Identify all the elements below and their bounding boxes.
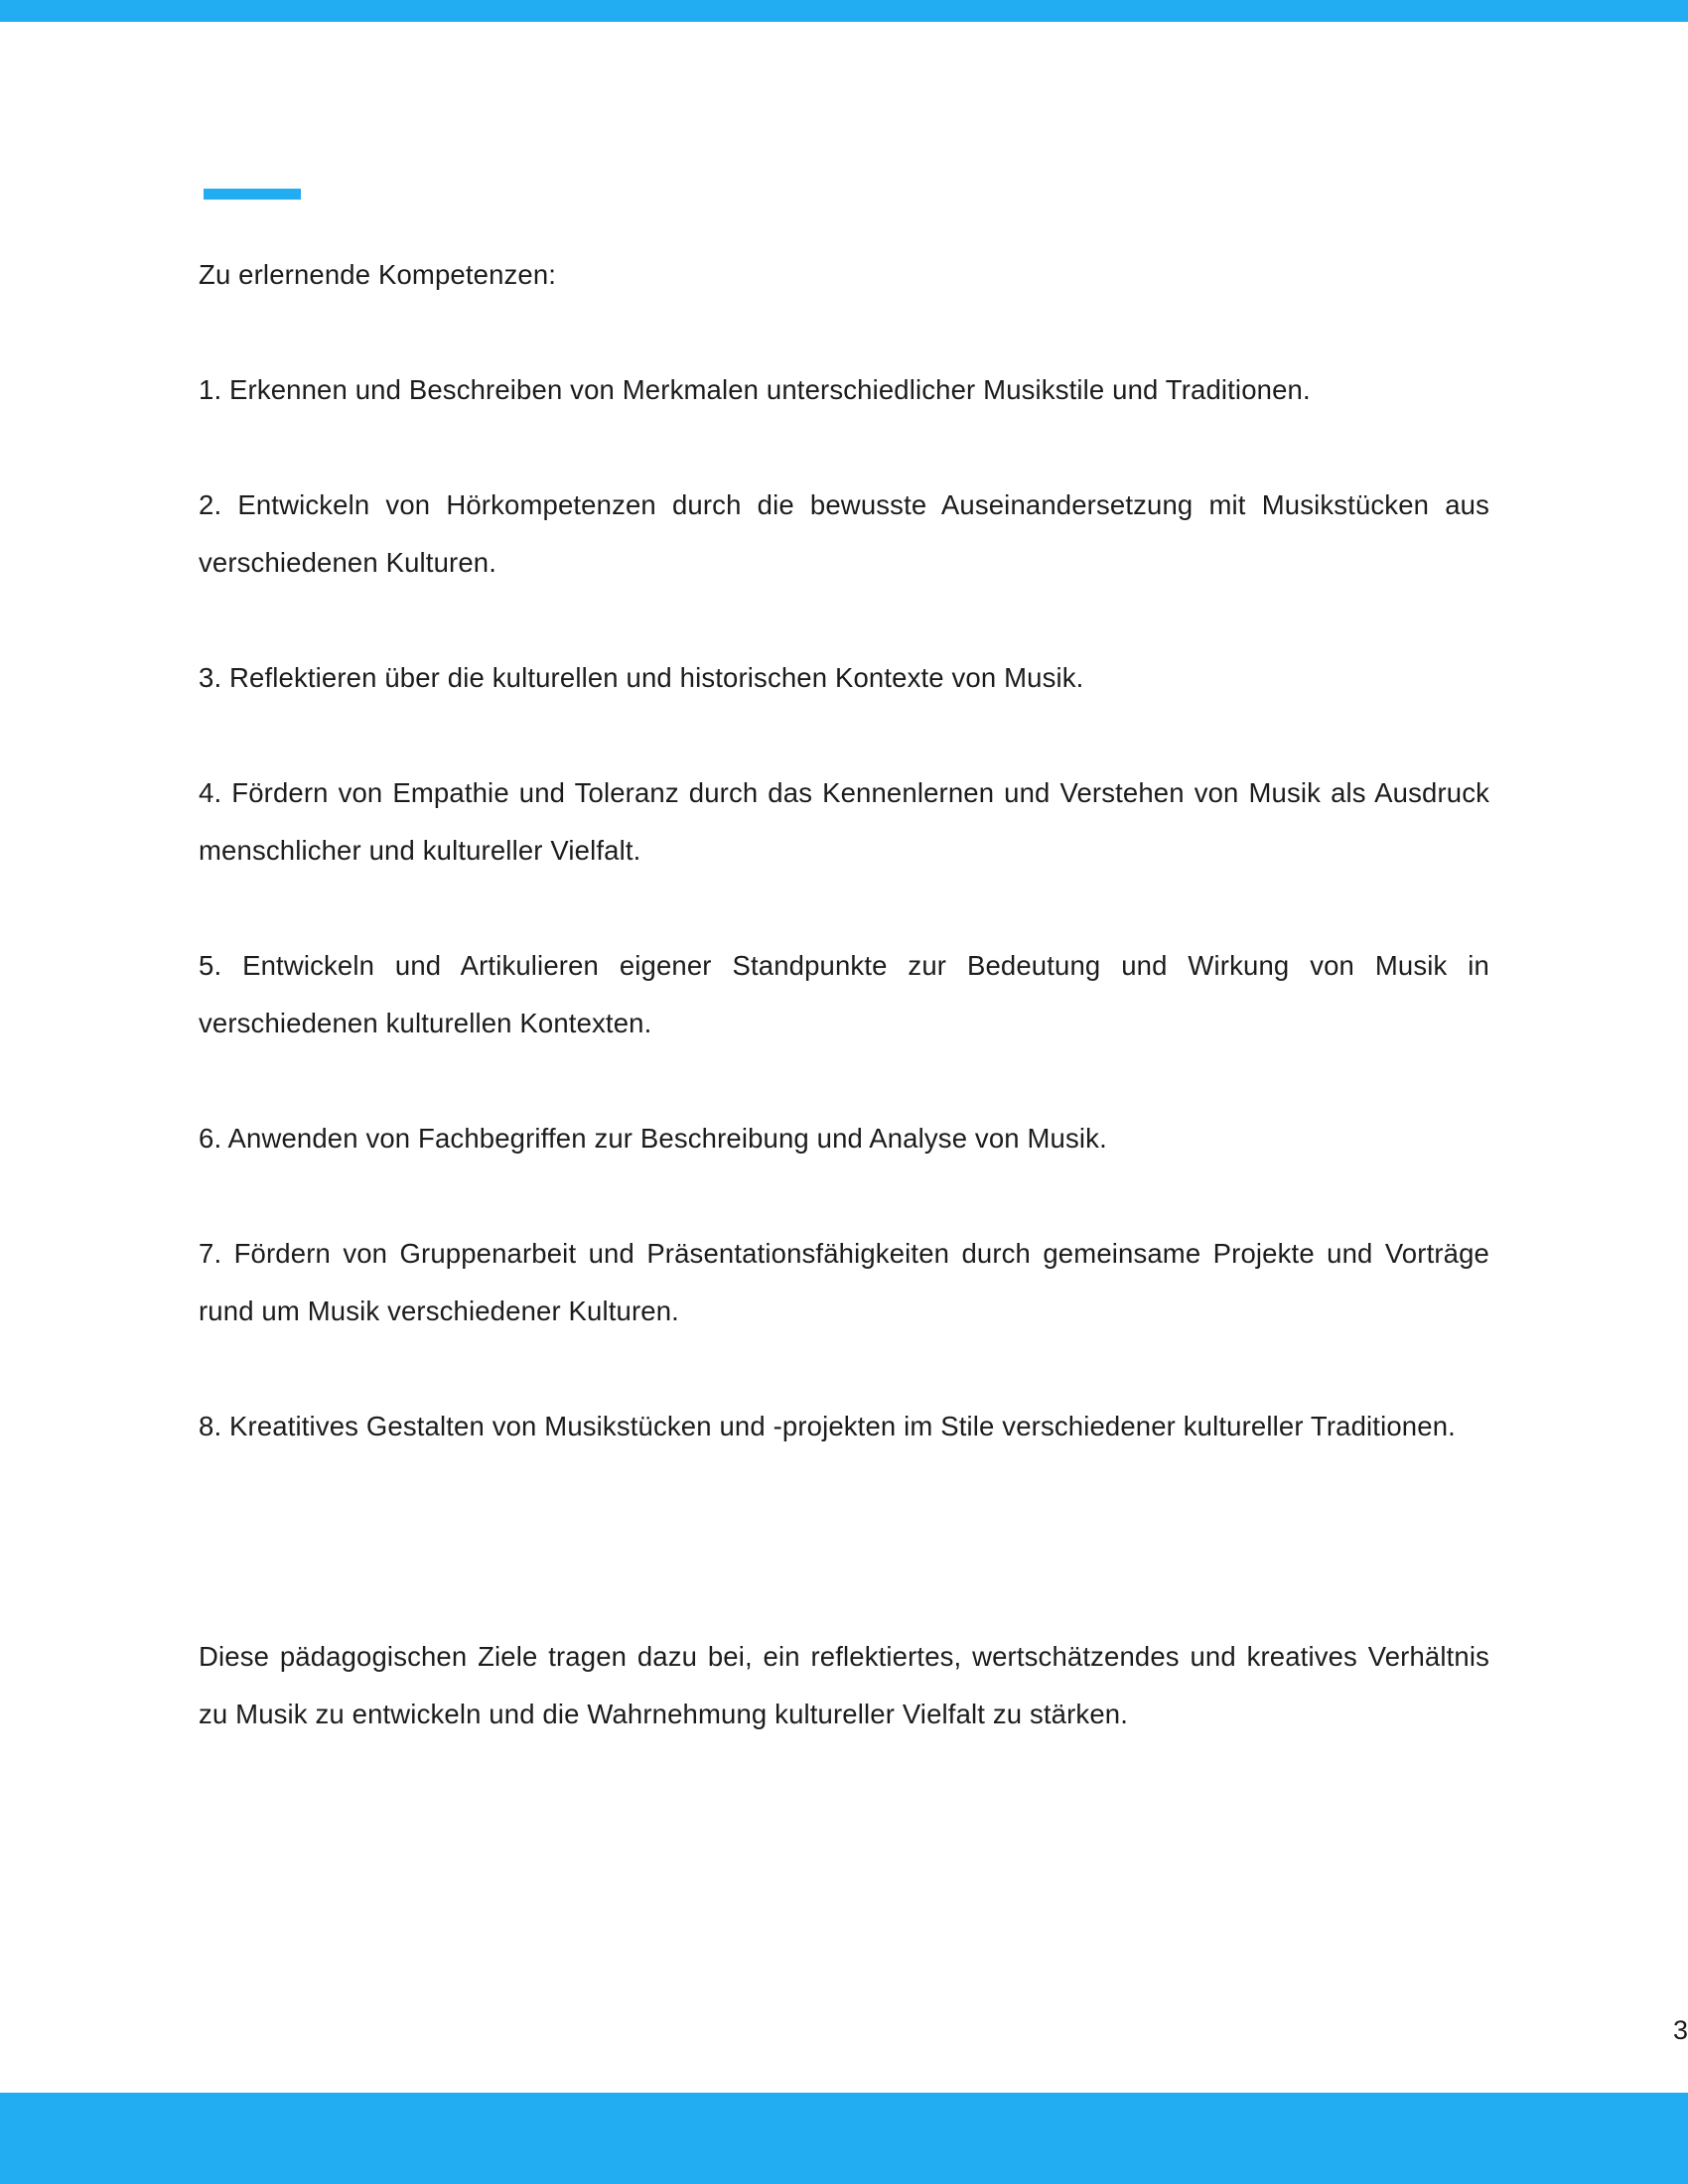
competency-item-5: 5. Entwickeln und Artikulieren eigener Standpunkte zur Bedeutung und Wirkung von Musik in verschiedenen kulturellen Kontexten. [199,950,1489,1038]
competency-item-2: 2. Entwickeln von Hörkompetenzen durch die bewusste Auseinandersetzung mit Musikstücken aus verschiedenen Kulturen. [199,489,1489,578]
page-number: 3 [1672,2015,1688,2045]
closing-paragraph: Diese pädagogischen Ziele tragen dazu bei, ein reflektiertes, wertschätzendes und kreatives Verhältnis zu Musik zu entwickeln und die Wahrnehmung kultureller Vielfalt zu stärken. [199,1641,1489,1729]
competency-item-6: 6. Anwenden von Fachbegriffen zur Beschreibung und Analyse von Musik. [199,1123,1107,1154]
paragraph-spacer [199,1052,1489,1110]
paragraph-spacer [199,1455,1489,1513]
paragraph-spacer [199,707,1489,764]
competency-item-7: 7. Fördern von Gruppenarbeit und Präsentationsfähigkeiten durch gemeinsame Projekte und Vorträge rund um Musik verschiedener Kulturen. [199,1238,1489,1326]
intro-paragraph: Zu erlernende Kompetenzen: [199,259,557,290]
paragraph-spacer [199,419,1489,477]
paragraph-spacer [199,592,1489,649]
bottom-accent-bar [0,2093,1688,2184]
competency-item-1: 1. Erkennen und Beschreiben von Merkmalen unterschiedlicher Musikstile und Traditionen. [199,374,1311,405]
paragraph-spacer [199,304,1489,361]
paragraph-spacer [199,1340,1489,1398]
body-text-block [199,246,1489,1743]
competency-item-3: 3. Reflektieren über die kulturellen und historischen Kontexte von Musik. [199,662,1084,693]
heading-accent-rule [204,189,301,200]
paragraph-spacer [199,880,1489,937]
paragraph-spacer [199,1513,1489,1570]
competency-item-4: 4. Fördern von Empathie und Toleranz durch das Kennenlernen und Verstehen von Musik als Ausdruck menschlicher und kultureller Vielfalt. [199,777,1489,866]
paragraph-spacer [199,1167,1489,1225]
top-accent-bar [0,0,1688,22]
competency-item-8: 8. Kreatitives Gestalten von Musikstücken und -projekten im Stile verschiedener kultureller Traditionen. [199,1411,1456,1441]
paragraph-spacer [199,1570,1489,1628]
